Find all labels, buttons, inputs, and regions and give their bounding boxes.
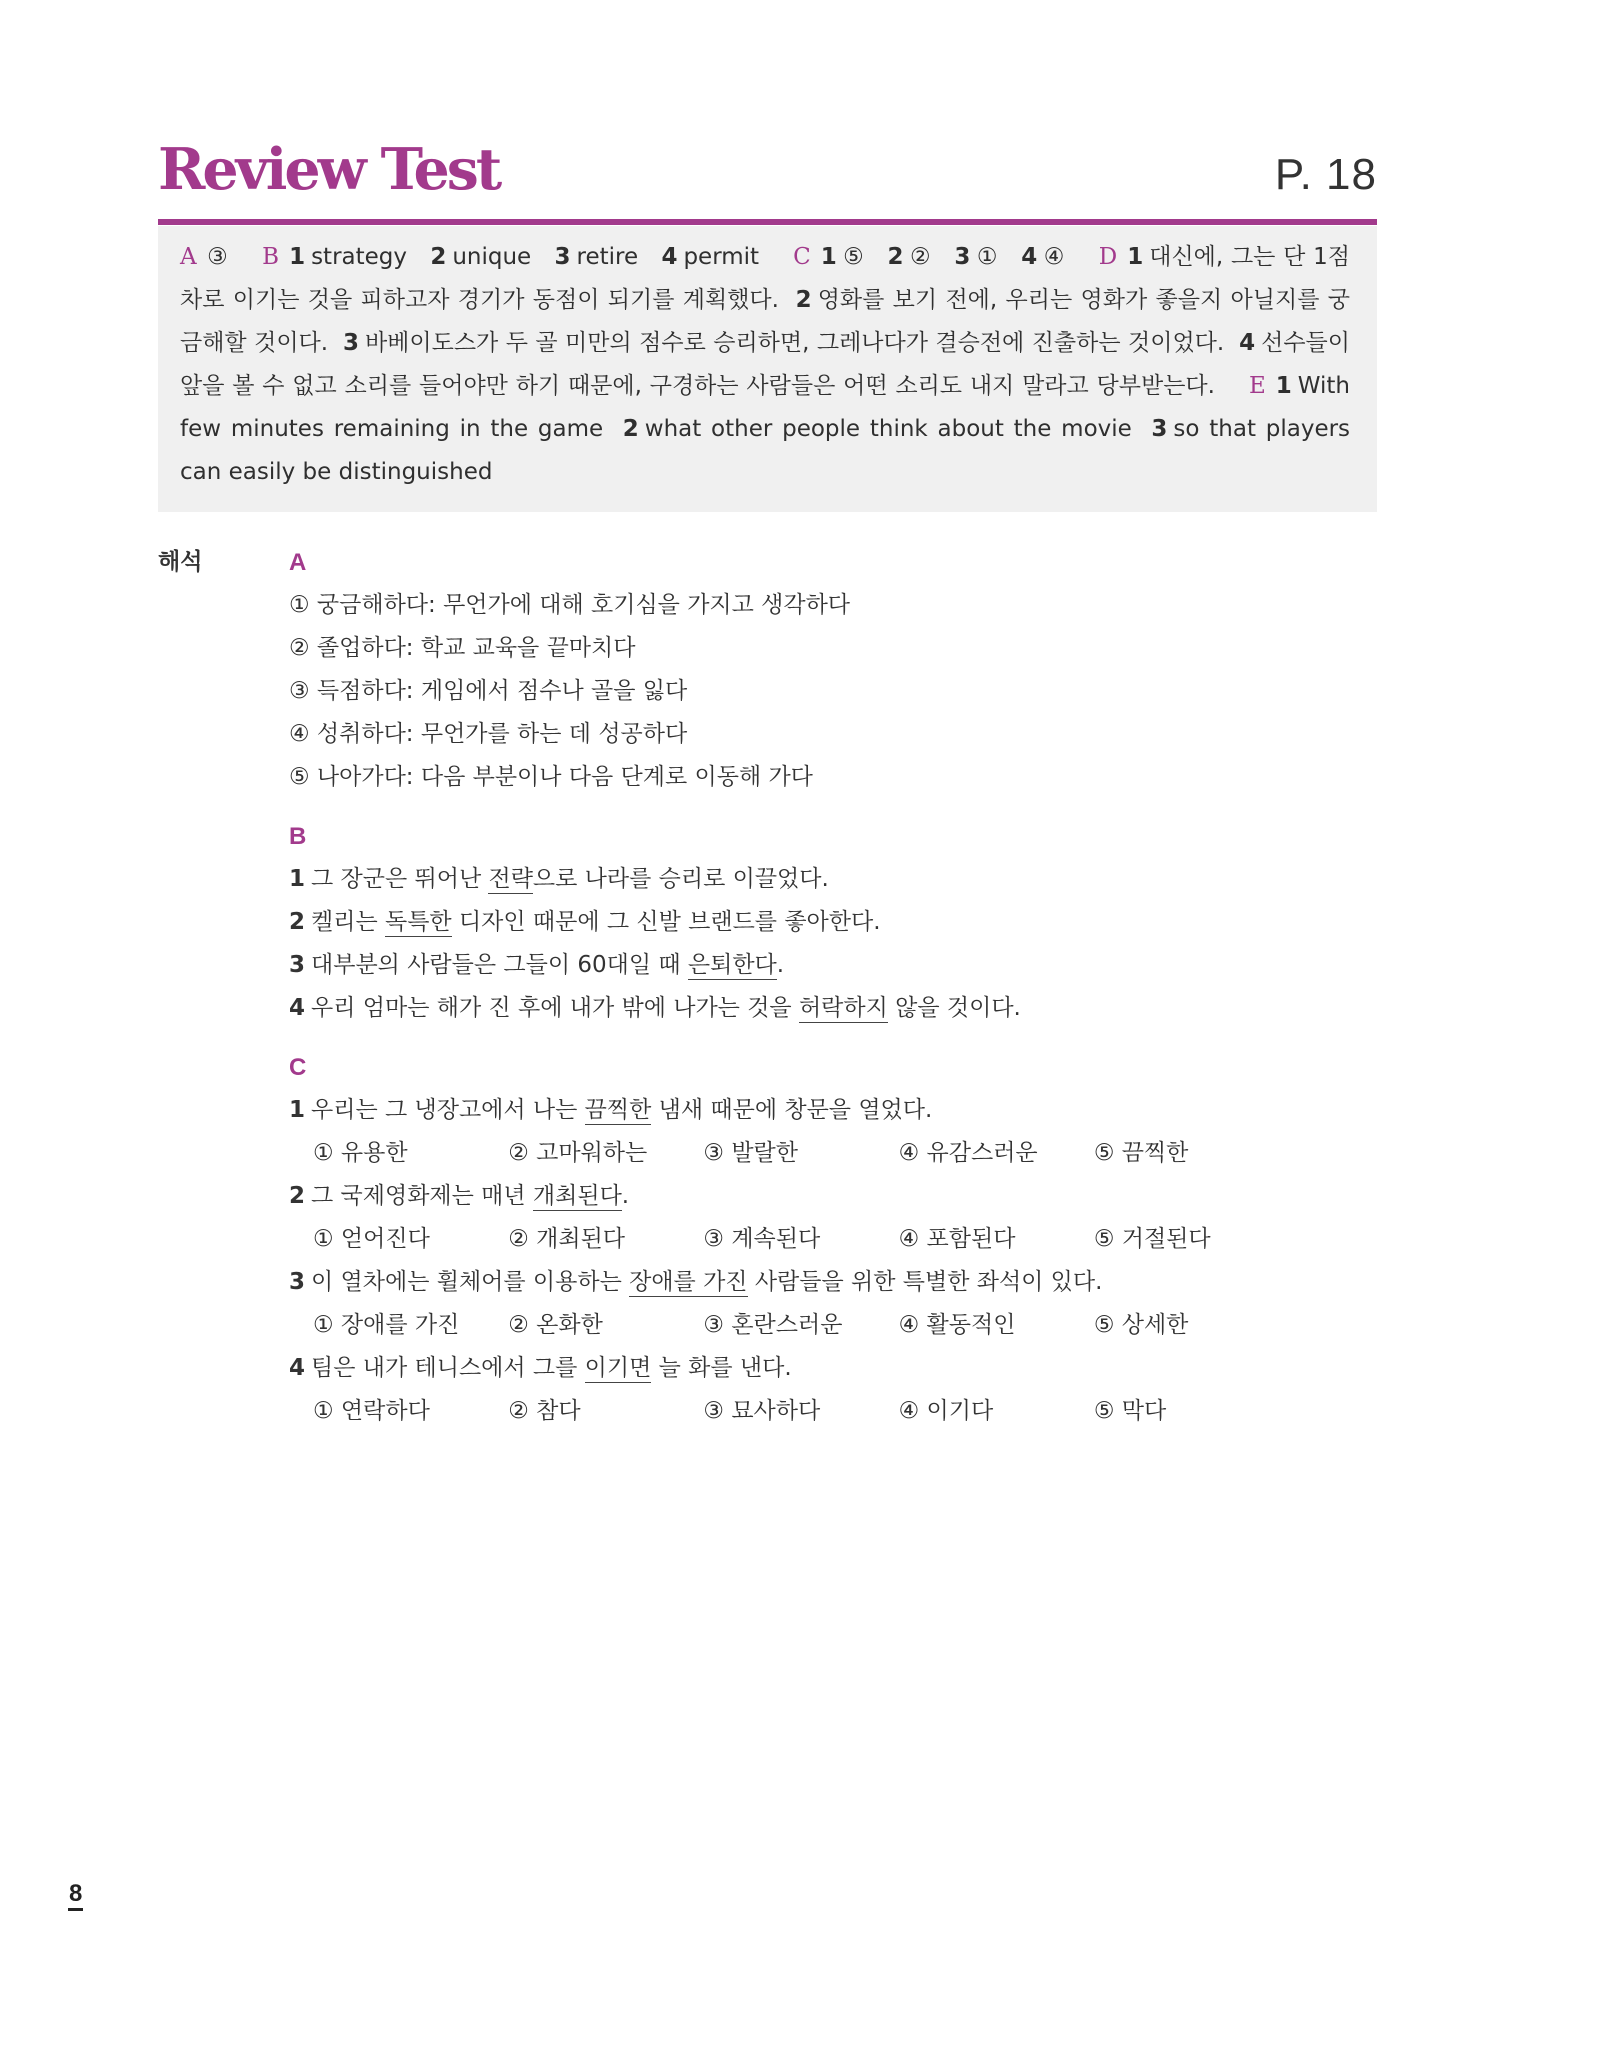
answer-b-text: unique bbox=[452, 244, 532, 270]
answer-c-num: 4 bbox=[1021, 244, 1038, 270]
answer-section-b-label: B bbox=[262, 244, 280, 270]
sentence-number: 1 bbox=[289, 866, 306, 892]
translation-label: 해석 bbox=[158, 549, 203, 575]
answer-section-a-label: A bbox=[180, 244, 197, 270]
option: ② 참다 bbox=[508, 1398, 581, 1424]
definition-line: ① 궁금해하다: 무언가에 대해 호기심을 가지고 생각하다 bbox=[289, 592, 851, 618]
answer-e-num: 1 bbox=[1275, 373, 1292, 399]
sentence-number: 3 bbox=[289, 952, 306, 978]
sentence-line bbox=[289, 987, 1289, 1030]
option: ⑤ 거절된다 bbox=[1093, 1226, 1211, 1252]
underlined-word: 장애를 가진 bbox=[629, 1269, 748, 1295]
sentence-text: . bbox=[776, 952, 785, 978]
option: ④ 이기다 bbox=[898, 1398, 994, 1424]
answer-d-text: 대신에, 그는 단 1점 차로 이기는 것을 피하고자 경기가 동점이 되기를 계획했다. bbox=[180, 244, 1350, 313]
answer-e-text: With few minutes remaining in the game bbox=[180, 373, 1350, 442]
translation-section-a-label: A bbox=[289, 549, 307, 576]
definition-line: ④ 성취하다: 무언가를 하는 데 성공하다 bbox=[289, 721, 688, 747]
option: ② 온화한 bbox=[508, 1312, 603, 1338]
answer-e-num: 2 bbox=[622, 416, 639, 442]
answer-key-text bbox=[180, 236, 1350, 494]
answer-e-num: 3 bbox=[1151, 416, 1168, 442]
options-row bbox=[289, 1132, 1289, 1175]
answer-d-num: 2 bbox=[795, 287, 812, 313]
option: ② 고마워하는 bbox=[508, 1140, 648, 1166]
answer-c-text: ① bbox=[976, 244, 998, 270]
option: ① 장애를 가진 bbox=[313, 1312, 460, 1338]
title-divider bbox=[158, 219, 1377, 225]
question-text: . bbox=[621, 1183, 630, 1209]
sentence-line bbox=[289, 901, 1289, 944]
definition-line: ③ 득점하다: 게임에서 점수나 골을 잃다 bbox=[289, 678, 688, 704]
sentence-text: 않을 것이다. bbox=[887, 995, 1021, 1021]
sentence-text: 대부분의 사람들은 그들이 60대일 때 bbox=[311, 952, 688, 978]
sentence-number: 4 bbox=[289, 995, 306, 1021]
answer-b-text: permit bbox=[683, 244, 760, 270]
translation-section-b-label: B bbox=[289, 823, 307, 850]
option: ③ 혼란스러운 bbox=[703, 1312, 843, 1338]
answer-c-num: 2 bbox=[887, 244, 904, 270]
answer-c-text: ⑤ bbox=[842, 244, 865, 270]
question-line bbox=[289, 1261, 1289, 1304]
option: ⑤ 끔찍한 bbox=[1093, 1140, 1189, 1166]
answer-d-num: 4 bbox=[1239, 330, 1256, 356]
answer-b-text: retire bbox=[576, 244, 639, 270]
option: ④ 활동적인 bbox=[898, 1312, 1016, 1338]
option: ⑤ 상세한 bbox=[1093, 1312, 1189, 1338]
answer-c-num: 3 bbox=[954, 244, 971, 270]
definition-line: ② 졸업하다: 학교 교육을 끝마치다 bbox=[289, 635, 636, 661]
answer-c-text: ② bbox=[909, 244, 932, 270]
answer-section-e-label: E bbox=[1248, 373, 1266, 399]
answer-b-num: 1 bbox=[289, 244, 306, 270]
definition-line: ⑤ 나아가다: 다음 부분이나 다음 단계로 이동해 가다 bbox=[289, 764, 813, 790]
options-row bbox=[289, 1304, 1289, 1347]
question-text: 늘 화를 낸다. bbox=[651, 1355, 792, 1381]
question-text: 냄새 때문에 창문을 열었다. bbox=[651, 1097, 933, 1123]
answer-b-num: 4 bbox=[661, 244, 678, 270]
sentence-number: 2 bbox=[289, 909, 306, 935]
sentence-text: 그 장군은 뛰어난 bbox=[311, 866, 489, 892]
answer-d-text: 선수들이 앞을 볼 수 없고 소리를 들어야만 하기 때문에, 구경하는 사람들은 어떤 소리도 내지 말라고 당부받는다. bbox=[180, 330, 1350, 399]
option: ⑤ 막다 bbox=[1093, 1398, 1167, 1424]
answer-c-text: ④ bbox=[1043, 244, 1065, 270]
underlined-word: 허락하지 bbox=[798, 995, 888, 1021]
underlined-word: 개최된다 bbox=[532, 1183, 622, 1209]
option: ④ 유감스러운 bbox=[898, 1140, 1038, 1166]
answer-a-value: ③ bbox=[206, 244, 229, 270]
underlined-word: 독특한 bbox=[384, 909, 452, 935]
option: ③ 계속된다 bbox=[703, 1226, 821, 1252]
sentence-line bbox=[289, 944, 1289, 987]
options-row bbox=[289, 1390, 1289, 1433]
question-text: 그 국제영화제는 매년 bbox=[311, 1183, 533, 1209]
answer-d-num: 1 bbox=[1127, 244, 1144, 270]
page-reference: P. 18 bbox=[1274, 150, 1377, 199]
answer-b-text: strategy bbox=[311, 244, 408, 270]
answer-section-d-label: D bbox=[1098, 244, 1118, 270]
answer-section-c-label: C bbox=[793, 244, 811, 270]
question-number: 4 bbox=[289, 1355, 306, 1381]
question-text: 이 열차에는 휠체어를 이용하는 bbox=[311, 1269, 630, 1295]
answer-d-text: 바베이도스가 두 골 미만의 점수로 승리하면, 그레나다가 결승전에 진출하는 것이었다. bbox=[364, 330, 1225, 356]
question-text: 우리는 그 냉장고에서 나는 bbox=[311, 1097, 585, 1123]
question-line bbox=[289, 1347, 1289, 1390]
option: ② 개최된다 bbox=[508, 1226, 626, 1252]
option: ③ 발랄한 bbox=[703, 1140, 798, 1166]
page-number: 8 bbox=[68, 1880, 83, 1911]
answer-e-text: so that players can easily be distinguished bbox=[180, 416, 1351, 485]
option: ① 연락하다 bbox=[313, 1398, 430, 1424]
answer-e-text: what other people think about the movie bbox=[644, 416, 1132, 442]
sentence-line bbox=[289, 858, 1289, 901]
question-number: 2 bbox=[289, 1183, 306, 1209]
option: ③ 묘사하다 bbox=[703, 1398, 821, 1424]
question-number: 3 bbox=[289, 1269, 306, 1295]
underlined-word: 끔찍한 bbox=[584, 1097, 652, 1123]
option: ④ 포함된다 bbox=[898, 1226, 1016, 1252]
answer-b-num: 3 bbox=[554, 244, 571, 270]
question-text: 사람들을 위한 특별한 좌석이 있다. bbox=[747, 1269, 1103, 1295]
question-line bbox=[289, 1175, 1289, 1218]
sentence-text: 으로 나라를 승리로 이끌었다. bbox=[532, 866, 829, 892]
question-number: 1 bbox=[289, 1097, 306, 1123]
answer-d-num: 3 bbox=[342, 330, 359, 356]
page-title: Review Test bbox=[158, 136, 500, 203]
answer-key-box bbox=[158, 226, 1377, 512]
option: ① 얻어진다 bbox=[313, 1226, 430, 1252]
sentence-text: 디자인 때문에 그 신발 브랜드를 좋아한다. bbox=[451, 909, 881, 935]
options-row bbox=[289, 1218, 1289, 1261]
underlined-word: 은퇴한다 bbox=[687, 952, 777, 978]
answer-c-num: 1 bbox=[820, 244, 837, 270]
answer-d-text: 영화를 보기 전에, 우리는 영화가 좋을지 아닐지를 궁금해할 것이다. bbox=[180, 287, 1350, 356]
underlined-word: 전략 bbox=[488, 866, 533, 892]
sentence-text: 우리 엄마는 해가 진 후에 내가 밖에 나가는 것을 bbox=[311, 995, 799, 1021]
question-text: 팀은 내가 테니스에서 그를 bbox=[311, 1355, 585, 1381]
underlined-word: 이기면 bbox=[584, 1355, 652, 1381]
translation-body bbox=[289, 541, 1289, 1433]
option: ① 유용한 bbox=[313, 1140, 408, 1166]
question-line bbox=[289, 1089, 1289, 1132]
translation-section-c-label: C bbox=[289, 1054, 307, 1081]
answer-b-num: 2 bbox=[430, 244, 447, 270]
sentence-text: 켈리는 bbox=[311, 909, 385, 935]
